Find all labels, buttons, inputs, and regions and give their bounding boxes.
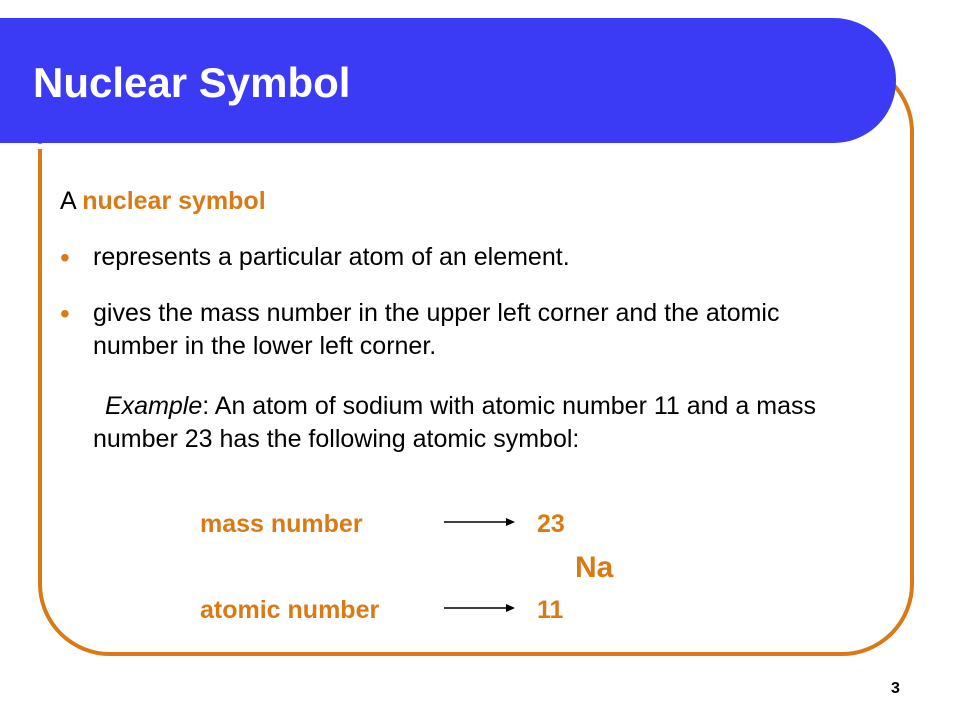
element-symbol: Na: [575, 551, 614, 584]
mass-number-label: mass number: [200, 510, 363, 538]
intro-line: [60, 185, 266, 218]
intro-prefix: A: [60, 187, 83, 215]
mass-arrow-icon: [440, 512, 520, 532]
atomic-number-label: atomic number: [200, 596, 380, 624]
bullet-text: gives the mass number in the upper left corner and the atomic number in the lower left corner.: [93, 299, 780, 360]
atomic-number-value: 11: [537, 596, 564, 624]
bullet-dot-icon: •: [60, 298, 70, 329]
bullet-dot-icon: •: [60, 242, 70, 273]
atomic-arrow-icon: [440, 598, 520, 618]
bullet-text: represents a particular atom of an element.: [93, 243, 570, 271]
title-banner: [0, 18, 896, 143]
page-number: 3: [891, 680, 900, 697]
mass-number-value: 23: [537, 510, 565, 538]
slide-title: Nuclear Symbol: [33, 59, 351, 106]
example-text: : An atom of sodium with atomic number 11 and a mass number 23 has the following atomic symbol:: [93, 392, 816, 453]
intro-term: nuclear symbol: [82, 187, 266, 215]
example-label: Example: [105, 392, 203, 420]
example-paragraph: [93, 390, 833, 456]
title-underline: [0, 144, 848, 149]
